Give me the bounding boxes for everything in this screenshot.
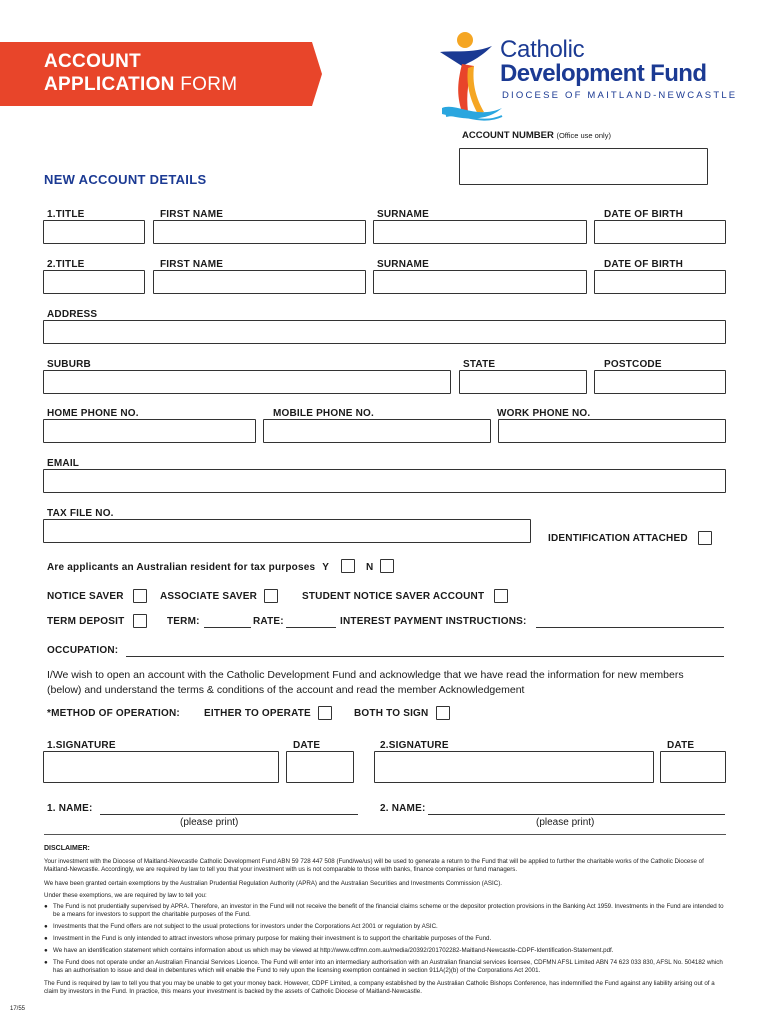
- state-label: STATE: [463, 359, 496, 370]
- identification-attached-label: IDENTIFICATION ATTACHED: [548, 533, 688, 544]
- suburb-field[interactable]: [43, 370, 451, 394]
- dob-1-label: DATE OF BIRTH: [604, 209, 684, 220]
- account-number-note: (Office use only): [556, 131, 611, 140]
- title-1-label: 1.TITLE: [47, 209, 85, 220]
- footer-code: 17/55: [10, 1006, 26, 1012]
- residency-question: [47, 562, 329, 573]
- residency-no-checkbox[interactable]: [380, 559, 394, 573]
- term-deposit-checkbox[interactable]: [133, 614, 147, 628]
- surname-1-field[interactable]: [373, 220, 587, 244]
- residency-question-text: Are applicants an Australian resident for tax purposes: [47, 562, 316, 573]
- disclaimer-bullet-5: ● The Fund does not operate under an Australian Financial Services Licence. The Fund will enter into an intermediary authorisation with an Australian financial services licensee, CDFMN AFSL Limited ABN 74 623 033 830, AFSL No. 504182 which has an authorisation to issue and deal in debentures which will enable the Fund to rely upon the licensing exemption contained in section 911A(2)(b) of the Corporations Act 2001.: [44, 959, 723, 975]
- dob-1-field[interactable]: [594, 220, 726, 244]
- interest-line[interactable]: [536, 627, 724, 628]
- notice-saver-label: NOTICE SAVER: [47, 591, 124, 602]
- name-1-line[interactable]: [100, 814, 358, 815]
- term-line[interactable]: [204, 627, 251, 628]
- disclaimer-p3: Under these exemptions, we are required by law to tell you:: [44, 892, 207, 899]
- form-title-application: APPLICATION: [44, 74, 175, 95]
- postcode-field[interactable]: [594, 370, 726, 394]
- date-1-field[interactable]: [286, 751, 354, 783]
- account-number-label: [462, 130, 611, 141]
- disclaimer-bullet-1: ● The Fund is not prudentially supervised by APRA. Therefore, an investor in the Fund will not receive the benefit of the financial claims scheme or the depositor protection provisions in the Banking Act 1959. Investments in the Fund are intended to be a means for investors to support the charitable purposes of the Fund.: [44, 903, 724, 919]
- signature-2-label: 2.SIGNATURE: [380, 740, 449, 751]
- header-banner: [0, 42, 322, 106]
- occupation-line[interactable]: [126, 656, 724, 657]
- disclaimer-bullet-4: ● We have an identification statement which contains information about us which may be viewed at http://www.cdfmn.com.au/media/20392/201702282-Maitland-Newcastle-CDPF-Identification-Statement.pdf.: [44, 947, 614, 954]
- please-print-1: (please print): [180, 817, 239, 828]
- dob-2-field[interactable]: [594, 270, 726, 294]
- first-name-1-label: FIRST NAME: [160, 209, 224, 220]
- work-phone-field[interactable]: [498, 419, 726, 443]
- brand-development-fund: Development Fund: [500, 60, 707, 87]
- work-phone-label: WORK PHONE NO.: [497, 408, 591, 419]
- postcode-label: POSTCODE: [604, 359, 662, 370]
- occupation-label: OCCUPATION:: [47, 645, 119, 656]
- tax-file-label: TAX FILE NO.: [47, 508, 114, 519]
- method-label: *METHOD OF OPERATION:: [47, 708, 180, 719]
- state-field[interactable]: [459, 370, 587, 394]
- signature-1-field[interactable]: [43, 751, 279, 783]
- disclaimer-p2: We have been granted certain exemptions by the Australian Prudential Regulation Authority (APRA) and the Australian Securities and Investments Commission (ASIC).: [44, 880, 502, 887]
- residency-yes-checkbox[interactable]: [341, 559, 355, 573]
- name-2-label: 2. NAME:: [380, 803, 426, 814]
- tax-file-field[interactable]: [43, 519, 531, 543]
- name-1-label: 1. NAME:: [47, 803, 93, 814]
- interest-label: INTEREST PAYMENT INSTRUCTIONS:: [340, 616, 527, 627]
- signature-2-field[interactable]: [374, 751, 654, 783]
- suburb-label: SUBURB: [47, 359, 91, 370]
- both-label: BOTH TO SIGN: [354, 708, 429, 719]
- title-1-field[interactable]: [43, 220, 145, 244]
- declaration-line2: (below) and understand the terms & conditions of the account and read the member Acknowledgement: [47, 684, 525, 696]
- disclaimer-heading: DISCLAIMER:: [44, 845, 90, 852]
- term-label: TERM:: [167, 616, 200, 627]
- associate-saver-checkbox[interactable]: [264, 589, 278, 603]
- notice-saver-checkbox[interactable]: [133, 589, 147, 603]
- both-checkbox[interactable]: [436, 706, 450, 720]
- surname-2-field[interactable]: [373, 270, 587, 294]
- home-phone-label: HOME PHONE NO.: [47, 408, 139, 419]
- brand-diocese: DIOCESE OF MAITLAND-NEWCASTLE: [502, 90, 738, 101]
- first-name-1-field[interactable]: [153, 220, 366, 244]
- form-title-line2: [44, 74, 237, 96]
- either-checkbox[interactable]: [318, 706, 332, 720]
- identification-attached-checkbox[interactable]: [698, 531, 712, 545]
- rate-label: RATE:: [253, 616, 284, 627]
- residency-no-label: N: [366, 562, 374, 573]
- home-phone-field[interactable]: [43, 419, 256, 443]
- term-deposit-label: TERM DEPOSIT: [47, 616, 125, 627]
- dob-2-label: DATE OF BIRTH: [604, 259, 684, 270]
- date-1-label: DATE: [293, 740, 321, 751]
- disclaimer-bullet-3: ● Investment in the Fund is only intended to attract investors whose primary purpose for making their investment is to support the charitable purposes of the Fund.: [44, 935, 492, 942]
- rate-line[interactable]: [286, 627, 336, 628]
- form-title-form: FORM: [180, 74, 238, 95]
- title-2-field[interactable]: [43, 270, 145, 294]
- residency-yes-label: Y: [322, 562, 330, 573]
- date-2-label: DATE: [667, 740, 695, 751]
- disclaimer-p4: The Fund is required by law to tell you that you may be unable to get your money back. However, CDPF Limited, a company established by the Australian Catholic Bishops Conference, has indemnified the Fund against any liability arising out of a claim by investors in the Fund. In practice, this means your investment is backed by the assets of Catholic Diocese of Maitland-Newcastle.: [44, 980, 715, 996]
- first-name-2-label: FIRST NAME: [160, 259, 224, 270]
- brand-catholic: Catholic: [500, 36, 585, 63]
- disclaimer-p1: Your investment with the Diocese of Maitland-Newcastle Catholic Development Fund ABN 59 728 447 508 (Fund/we/us) will be used to generate a return to the Fund that will be applied to further the charitable works of the Catholic Diocese of Maitland-Newcastle. Accordingly, we are required by law to tell you that your investment with us is not comparable to those with banks, finance companies or fund managers.: [44, 858, 704, 874]
- associate-saver-label: ASSOCIATE SAVER: [160, 591, 258, 602]
- address-label: ADDRESS: [47, 309, 98, 320]
- name-2-line[interactable]: [428, 814, 725, 815]
- student-notice-label: STUDENT NOTICE SAVER ACCOUNT: [302, 591, 485, 602]
- title-2-label: 2.TITLE: [47, 259, 85, 270]
- form-title-line1: ACCOUNT: [44, 51, 142, 72]
- please-print-2: (please print): [536, 817, 595, 828]
- signature-1-label: 1.SIGNATURE: [47, 740, 116, 751]
- declaration-line1: I/We wish to open an account with the Catholic Development Fund and acknowledge that we have read the information for new members: [47, 669, 684, 681]
- email-field[interactable]: [43, 469, 726, 493]
- first-name-2-field[interactable]: [153, 270, 366, 294]
- mobile-phone-label: MOBILE PHONE NO.: [273, 408, 374, 419]
- surname-2-label: SURNAME: [377, 259, 429, 270]
- account-number-field[interactable]: [459, 148, 708, 185]
- student-notice-checkbox[interactable]: [494, 589, 508, 603]
- either-label: EITHER TO OPERATE: [204, 708, 311, 719]
- surname-1-label: SURNAME: [377, 209, 429, 220]
- email-label: EMAIL: [47, 458, 80, 469]
- divider: [44, 834, 726, 835]
- disclaimer-bullet-2: ● Investments that the Fund offers are not subject to the usual protections for investors under the Corporations Act 2001 or regulation by ASIC.: [44, 923, 438, 930]
- address-field[interactable]: [43, 320, 726, 344]
- section-title: NEW ACCOUNT DETAILS: [44, 172, 207, 187]
- account-number-title: ACCOUNT NUMBER: [462, 130, 554, 141]
- mobile-phone-field[interactable]: [263, 419, 491, 443]
- date-2-field[interactable]: [660, 751, 726, 783]
